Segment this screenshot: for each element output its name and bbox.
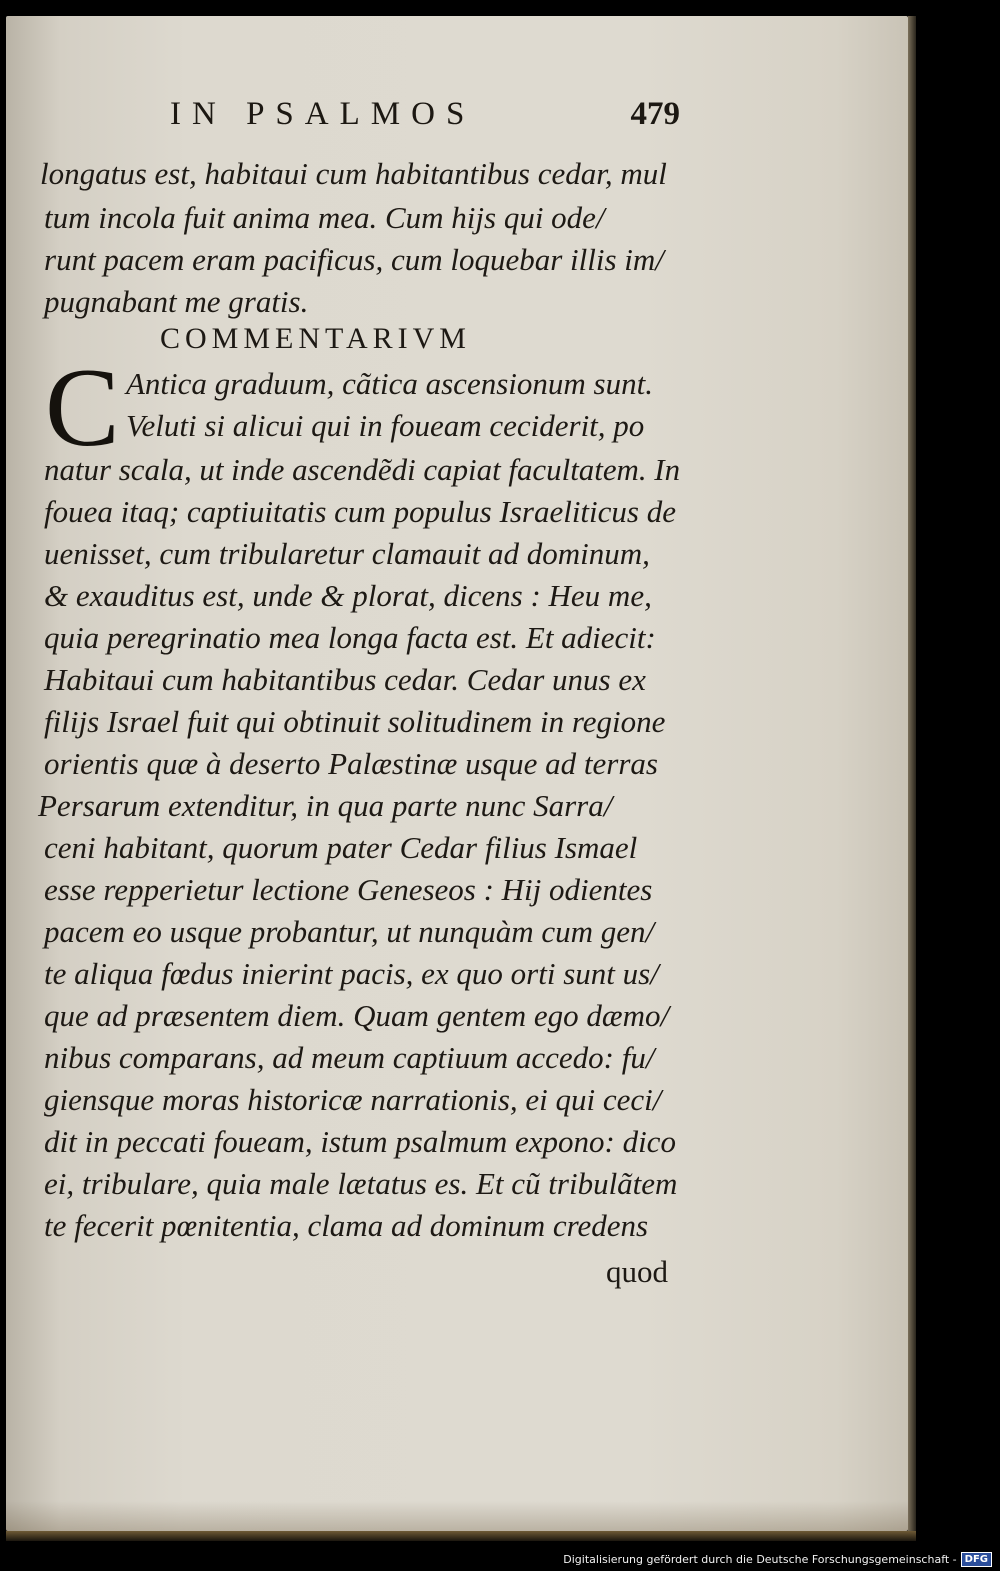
text-line: Veluti si alicui qui in foueam ceciderit, po xyxy=(126,408,645,443)
text-line: Antica graduum, cãtica ascensionum sunt. xyxy=(126,366,653,401)
text-line: fouea itaq; captiuitatis cum populus Israeliticus de xyxy=(44,494,676,529)
text-line: pacem eo usque probantur, ut nunquàm cum gen/ xyxy=(44,914,655,949)
text-line: te aliqua fœdus inierint pacis, ex quo orti sunt us/ xyxy=(44,956,659,991)
text-line: quia peregrinatio mea longa facta est. Et adiecit: xyxy=(44,620,656,655)
text-line: orientis quæ à deserto Palæstinæ usque ad terras xyxy=(44,746,658,781)
text-line: giensque moras historicæ narrationis, ei qui ceci/ xyxy=(44,1082,662,1117)
running-head xyxy=(170,96,680,138)
drop-cap-initial: C xyxy=(45,346,120,470)
section-heading: COMMENTARIVM xyxy=(160,322,471,355)
text-line: pugnabant me gratis. xyxy=(44,284,309,319)
credit-text: Digitalisierung gefördert durch die Deutsche Forschungsgemeinschaft - xyxy=(563,1553,957,1566)
text-line: runt pacem eram pacificus, cum loquebar illis im/ xyxy=(44,242,664,277)
text-line: dit in peccati foueam, istum psalmum expono: dico xyxy=(44,1124,676,1159)
page-edge xyxy=(908,16,916,1531)
catchword: quod xyxy=(606,1254,668,1289)
text-line: tum incola fuit anima mea. Cum hijs qui ode/ xyxy=(44,200,605,235)
text-line: longatus est, habitaui cum habitantibus cedar, mul xyxy=(40,156,667,191)
text-line: Habitaui cum habitantibus cedar. Cedar unus ex xyxy=(44,662,646,697)
text-line: te fecerit pœnitentia, clama ad dominum credens xyxy=(44,1208,649,1243)
text-line: Persarum extenditur, in qua parte nunc Sarra/ xyxy=(38,788,613,823)
text-line: nibus comparans, ad meum captiuum accedo: fu/ xyxy=(44,1040,655,1075)
running-head-title: IN PSALMOS xyxy=(170,96,476,132)
dfg-logo: DFG xyxy=(961,1552,992,1567)
text-line: & exauditus est, unde & plorat, dicens : Heu me, xyxy=(44,578,652,613)
text-line: que ad præsentem diem. Quam gentem ego dæmo/ xyxy=(44,998,670,1033)
page-number: 479 xyxy=(630,96,680,132)
text-line: natur scala, ut inde ascendẽdi capiat facultatem. In xyxy=(44,452,681,487)
text-line: esse repperietur lectione Geneseos : Hij odientes xyxy=(44,872,653,907)
text-line: filijs Israel fuit qui obtinuit solitudinem in regione xyxy=(44,704,666,739)
digitization-credit xyxy=(563,1552,992,1567)
text-line: ei, tribulare, quia male lætatus es. Et cũ tribulãtem xyxy=(44,1166,678,1201)
text-line: ceni habitant, quorum pater Cedar filius Ismael xyxy=(44,830,638,865)
page-bottom-edge xyxy=(6,1531,916,1541)
text-line: uenisset, cum tribularetur clamauit ad dominum, xyxy=(44,536,650,571)
